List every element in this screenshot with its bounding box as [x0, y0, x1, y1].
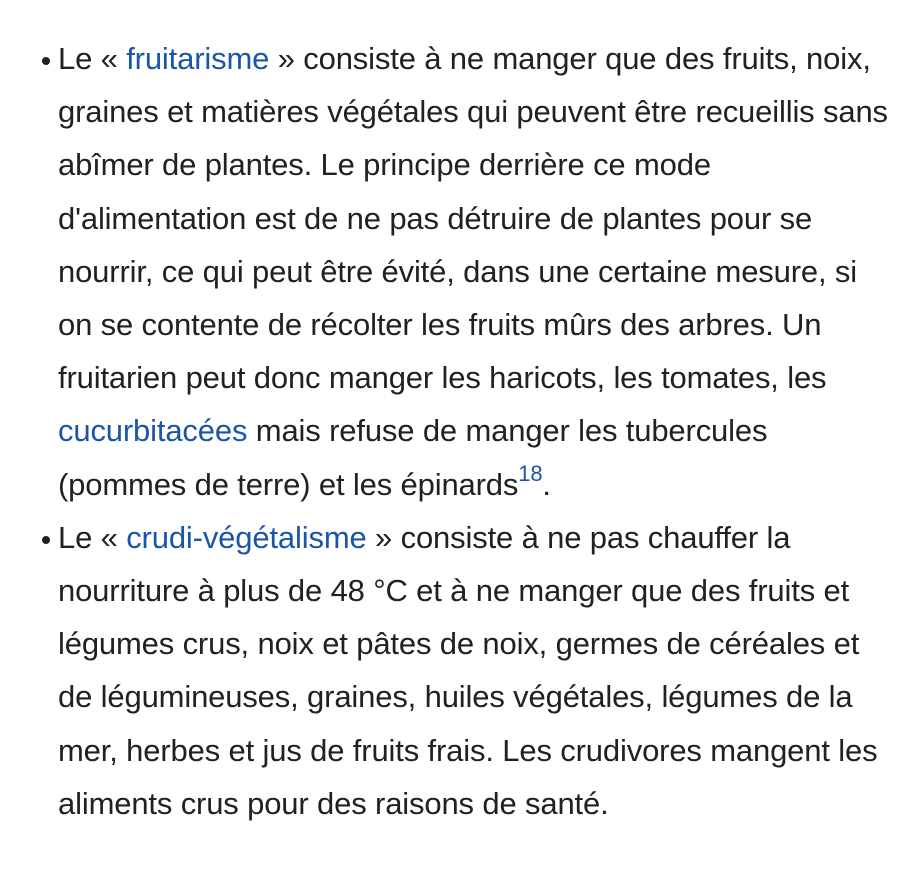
item-text: . — [542, 466, 551, 502]
link-cucurbitacees[interactable]: cucurbitacées — [58, 413, 248, 449]
list-item-crudi-vegetalisme — [58, 511, 888, 830]
item-text: Le « — [58, 519, 127, 555]
item-text: » consiste à ne pas chauffer la nourriture à plus de 48 °C et à ne manger que des fruits et légumes crus, noix et pâtes de noix, germes de céréales et de légumineuses, graines, huiles végétales, légumes de la mer, herbes et jus de fruits frais. Les crudivores mangent les aliments crus pour des raisons de santé. — [58, 519, 878, 821]
article-content — [0, 32, 905, 830]
list-item-fruitarisme — [58, 32, 888, 511]
link-fruitarisme[interactable]: fruitarisme — [126, 41, 270, 76]
item-text: Le « — [58, 41, 127, 76]
item-text: mais refuse de manger les tubercules (pommes de terre) et les épinards — [58, 413, 768, 502]
diet-types-list — [0, 32, 888, 830]
reference-18[interactable]: 18 — [518, 461, 543, 487]
link-crudi-vegetalisme[interactable]: crudi-végétalisme — [126, 519, 367, 555]
item-text: » consiste à ne manger que des fruits, noix, graines et matières végétales qui peuvent être recueillis sans abîmer de plantes. Le principe derrière ce mode d'alimentation est de ne pas détruire de plantes pour se nourrir, ce qui peut être évité, dans une certaine mesure, si on se contente de récolter les fruits mûrs des arbres. Un fruitarien peut donc manger les haricots, les tomates, les — [58, 41, 888, 396]
